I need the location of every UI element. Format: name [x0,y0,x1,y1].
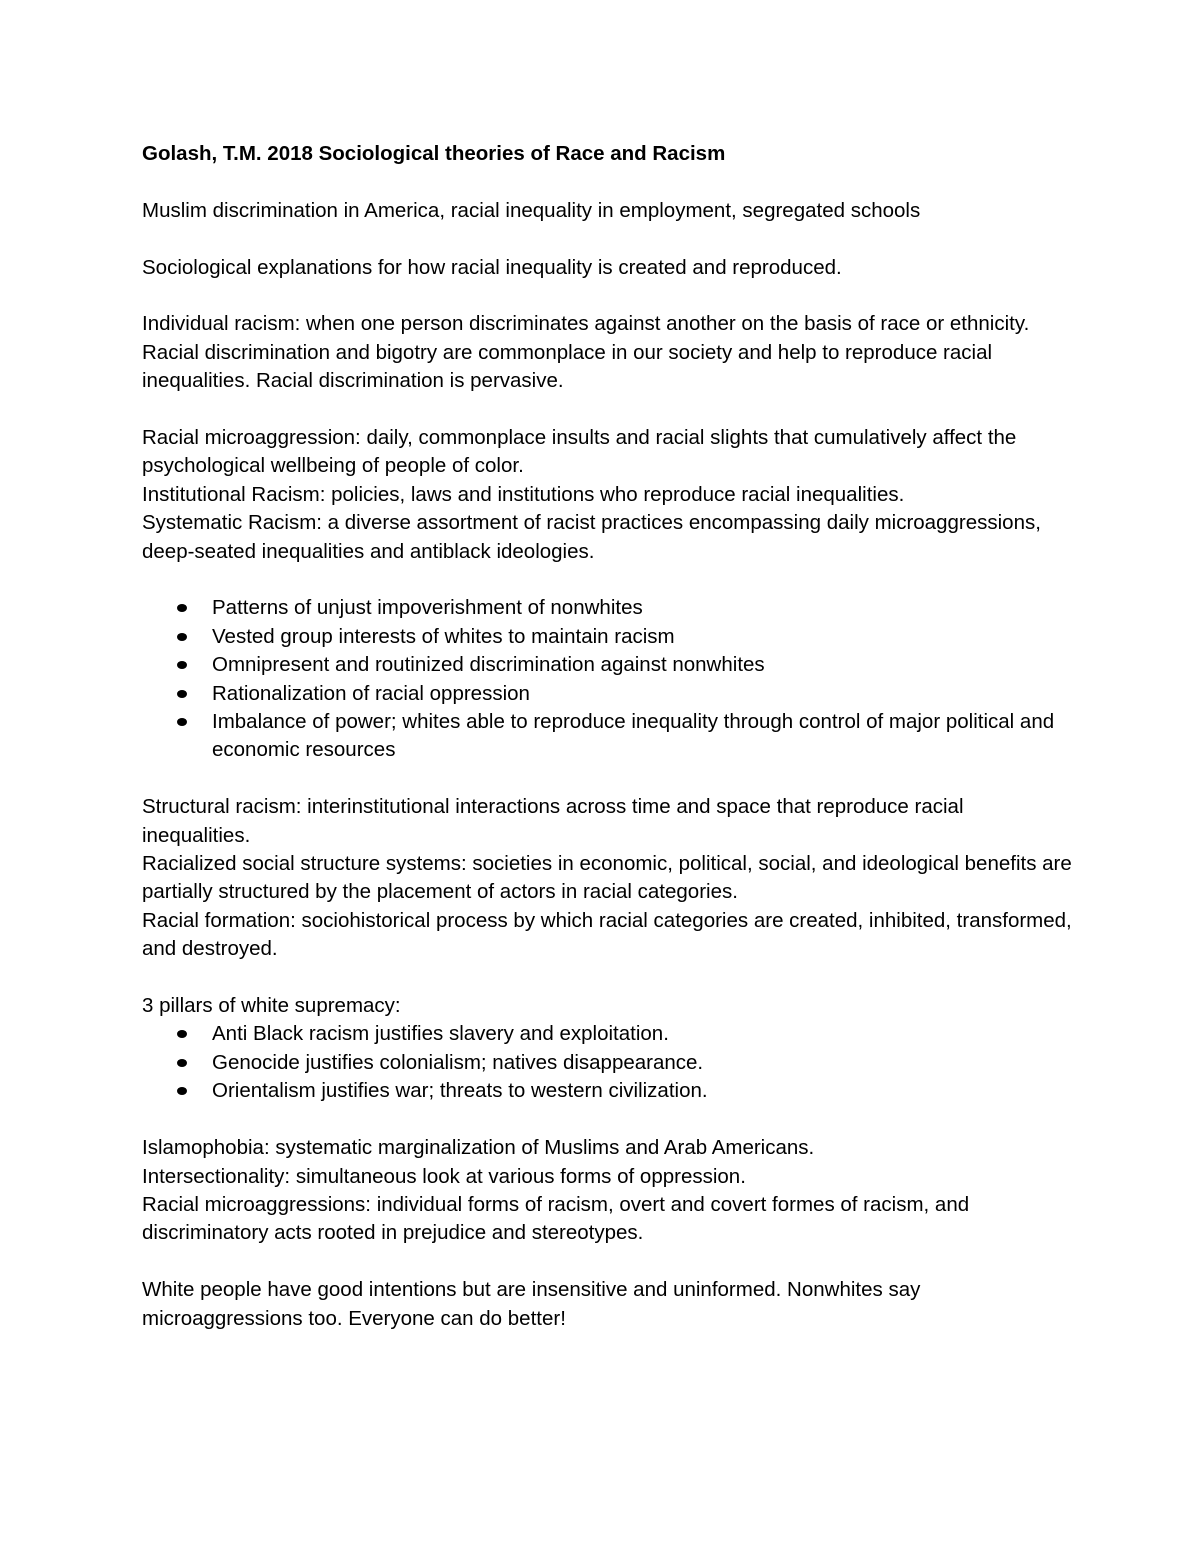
list-item [142,651,1072,679]
racial-discrimination-paragraph: Racial discrimination and bigotry are commonplace in our society and help to reproduce racial inequalities. Racial discrimination is pervasive. [142,340,993,393]
list-item [142,708,1072,765]
bullet-icon [177,718,187,726]
list-item-text: Imbalance of power; whites able to reproduce inequality through control of major political and economic resources [212,710,1055,762]
bullet-icon [177,690,187,698]
bullet-icon [177,604,187,612]
spacer [142,964,1072,992]
institutional-racism-definition: Institutional Racism: policies, laws and institutions who reproduce racial inequalities. [142,482,905,506]
explanations-paragraph: Sociological explanations for how racial inequality is created and reproduced. [142,255,842,279]
list-item [142,594,1072,622]
list-item [142,1020,1072,1048]
structural-racism-definition: Structural racism: interinstitutional interactions across time and space that reproduce racial inequalities. [142,795,964,847]
systemic-racism-list [142,594,1072,764]
spacer [142,396,1072,424]
list-item-text: Genocide justifies colonialism; natives disappearance. [212,1050,704,1074]
pillars-list [142,1020,1072,1105]
spacer [142,168,1072,196]
list-item-text: Omnipresent and routinized discrimination against nonwhites [212,653,765,677]
spacer [142,282,1072,310]
bullet-icon [177,1087,187,1095]
document-title: Golash, T.M. 2018 Sociological theories of Race and Racism [142,142,726,165]
intersectionality-definition: Intersectionality: simultaneous look at various forms of oppression. [142,1164,746,1188]
document-page [142,140,1072,1333]
list-item-text: Rationalization of racial oppression [212,681,530,705]
racial-microaggressions-definition: Racial microaggressions: individual forms of racism, overt and covert formes of racism, and discriminatory acts rooted in prejudice and stereotypes. [142,1192,970,1245]
list-item [142,680,1072,708]
individual-racism-definition: Individual racism: when one person discriminates against another on the basis of race or ethnicity. [142,312,1030,336]
bullet-icon [177,661,187,669]
bullet-icon [177,1030,187,1038]
closing-paragraph: White people have good intentions but are insensitive and uninformed. Nonwhites say microaggressions too. Everyone can do better! [142,1278,921,1330]
spacer [142,225,1072,253]
list-item-text: Orientalism justifies war; threats to western civilization. [212,1079,708,1103]
racial-formation-definition: Racial formation: sociohistorical process by which racial categories are created, inhibited, transformed, and destroyed. [142,908,1072,961]
topics-paragraph: Muslim discrimination in America, racial inequality in employment, segregated schools [142,198,921,222]
spacer [142,765,1072,793]
racialized-social-structure-definition: Racialized social structure systems: societies in economic, political, social, and ideological benefits are partially structured by the placement of actors in racial categories. [142,852,1072,904]
systematic-racism-definition: Systematic Racism: a diverse assortment of racist practices encompassing daily microaggressions, deep-seated inequalities and antiblack ideologies. [142,511,1041,563]
list-item-text: Patterns of unjust impoverishment of nonwhites [212,596,643,620]
spacer [142,1106,1072,1134]
spacer [142,566,1072,594]
islamophobia-definition: Islamophobia: systematic marginalization of Muslims and Arab Americans. [142,1136,815,1160]
list-item [142,1077,1072,1105]
list-item [142,1049,1072,1077]
racial-microaggression-definition: Racial microaggression: daily, commonplace insults and racial slights that cumulatively affect the psychological wellbeing of people of color. [142,426,1017,478]
spacer [142,1248,1072,1276]
list-item-text: Anti Black racism justifies slavery and exploitation. [212,1022,669,1046]
list-item [142,623,1072,651]
bullet-icon [177,633,187,641]
pillars-heading: 3 pillars of white supremacy: [142,994,401,1018]
bullet-icon [177,1059,187,1067]
list-item-text: Vested group interests of whites to maintain racism [212,624,675,648]
